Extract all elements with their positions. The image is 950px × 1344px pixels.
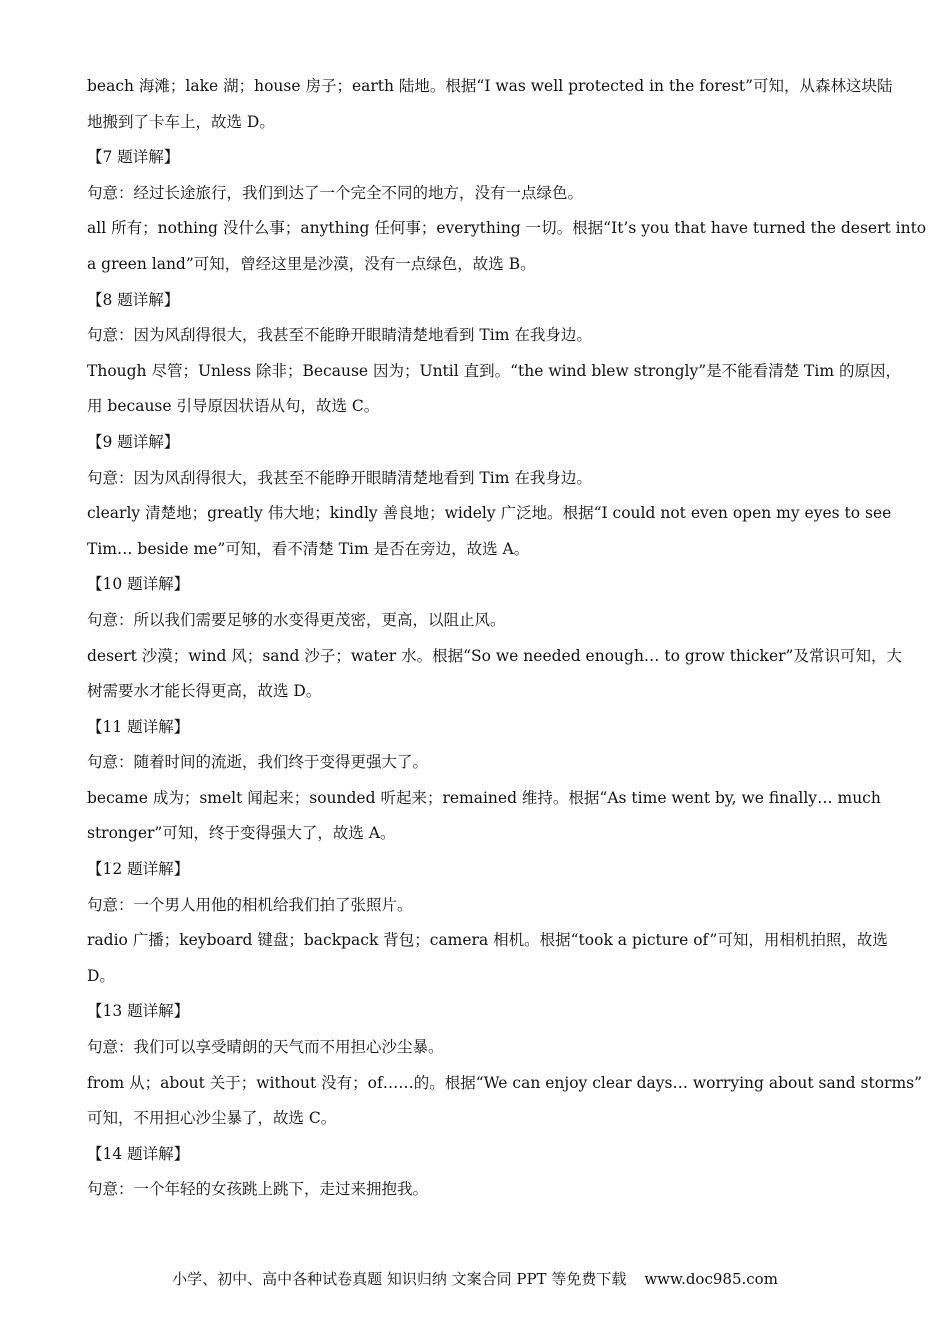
- paragraph-line: from 从；about 关于；without 没有；of……的。根据“We can enjoy clear days… worrying about sand storms”: [87, 1073, 923, 1092]
- paragraph-line: D。: [87, 966, 115, 985]
- paragraph-line: radio 广播；keyboard 键盘；backpack 背包；camera 相机。根据“took a picture of”可知，用相机拍照，故选: [87, 931, 888, 950]
- paragraph-line: clearly 清楚地；greatly 伟大地；kindly 善良地；widely 广泛地。根据“I could not even open my eyes to see: [87, 504, 892, 523]
- paragraph-line: 句意：随着时间的流逝，我们终于变得更强大了。: [87, 753, 429, 772]
- footer-text: 小学、初中、高中各种试卷真题 知识归纳 文案合同 PPT 等免费下载: [172, 1270, 627, 1288]
- page-footer: [0, 1265, 950, 1293]
- section-heading: 【7 题详解】: [87, 148, 180, 167]
- paragraph-line: all 所有；nothing 没什么事；anything 任何事；everything 一切。根据“It’s you that have turned the desert into: [87, 219, 927, 238]
- paragraph-line: beach 海滩；lake 湖；house 房子；earth 陆地。根据“I was well protected in the forest”可知，从森林这块陆: [87, 77, 893, 95]
- paragraph-line: 树需要水才能长得更高，故选 D。: [87, 682, 322, 701]
- paragraph-line: became 成为；smelt 闻起来；sounded 听起来；remained 维持。根据“As time went by, we finally… much: [87, 788, 881, 807]
- footer-website: www.doc985.com: [644, 1270, 778, 1288]
- paragraph-line: 用 because 引导原因状语从句，故选 C。: [87, 397, 380, 416]
- section-heading: 【13 题详解】: [87, 1002, 190, 1021]
- section-heading: 【11 题详解】: [87, 717, 190, 736]
- paragraph-line: 可知，不用担心沙尘暴了，故选 C。: [87, 1109, 337, 1128]
- paragraph-line: 句意：经过长途旅行，我们到达了一个完全不同的地方，没有一点绿色。: [87, 183, 584, 202]
- section-heading: 【14 题详解】: [87, 1144, 190, 1163]
- paragraph-line: 句意：一个男人用他的相机给我们拍了张照片。: [87, 895, 413, 914]
- paragraph-line: desert 沙漠；wind 风；sand 沙子；water 水。根据“So we needed enough… to grow thicker”及常识可知，大: [87, 646, 902, 665]
- paragraph-line: 句意：因为风刮得很大，我甚至不能睁开眼睛清楚地看到 Tim 在我身边。: [87, 326, 592, 345]
- section-heading: 【10 题详解】: [87, 575, 190, 594]
- paragraph-line: Tim… beside me”可知，看不清楚 Tim 是否在旁边，故选 A。: [87, 539, 530, 558]
- section-heading: 【12 题详解】: [87, 860, 190, 879]
- section-heading: 【9 题详解】: [87, 432, 180, 451]
- paragraph-line: Though 尽管；Unless 除非；Because 因为；Until 直到。“the wind blew strongly”是不能看清楚 Tim 的原因，: [87, 361, 901, 380]
- document-body: [87, 69, 927, 1208]
- paragraph-line: 句意：所以我们需要足够的水变得更茂密，更高，以阻止风。: [87, 610, 506, 629]
- paragraph-line: 句意：我们可以享受晴朗的天气而不用担心沙尘暴。: [87, 1038, 444, 1057]
- paragraph-line: a green land”可知，曾经这里是沙漠，没有一点绿色，故选 B。: [87, 254, 536, 273]
- paragraph-line: 地搬到了卡车上，故选 D。: [87, 112, 275, 131]
- paragraph-line: 句意：一个年轻的女孩跳上跳下，走过来拥抱我。: [87, 1180, 429, 1199]
- paragraph-line: stronger”可知，终于变得强大了，故选 A。: [87, 824, 396, 843]
- section-heading: 【8 题详解】: [87, 290, 180, 309]
- paragraph-line: 句意：因为风刮得很大，我甚至不能睁开眼睛清楚地看到 Tim 在我身边。: [87, 468, 592, 487]
